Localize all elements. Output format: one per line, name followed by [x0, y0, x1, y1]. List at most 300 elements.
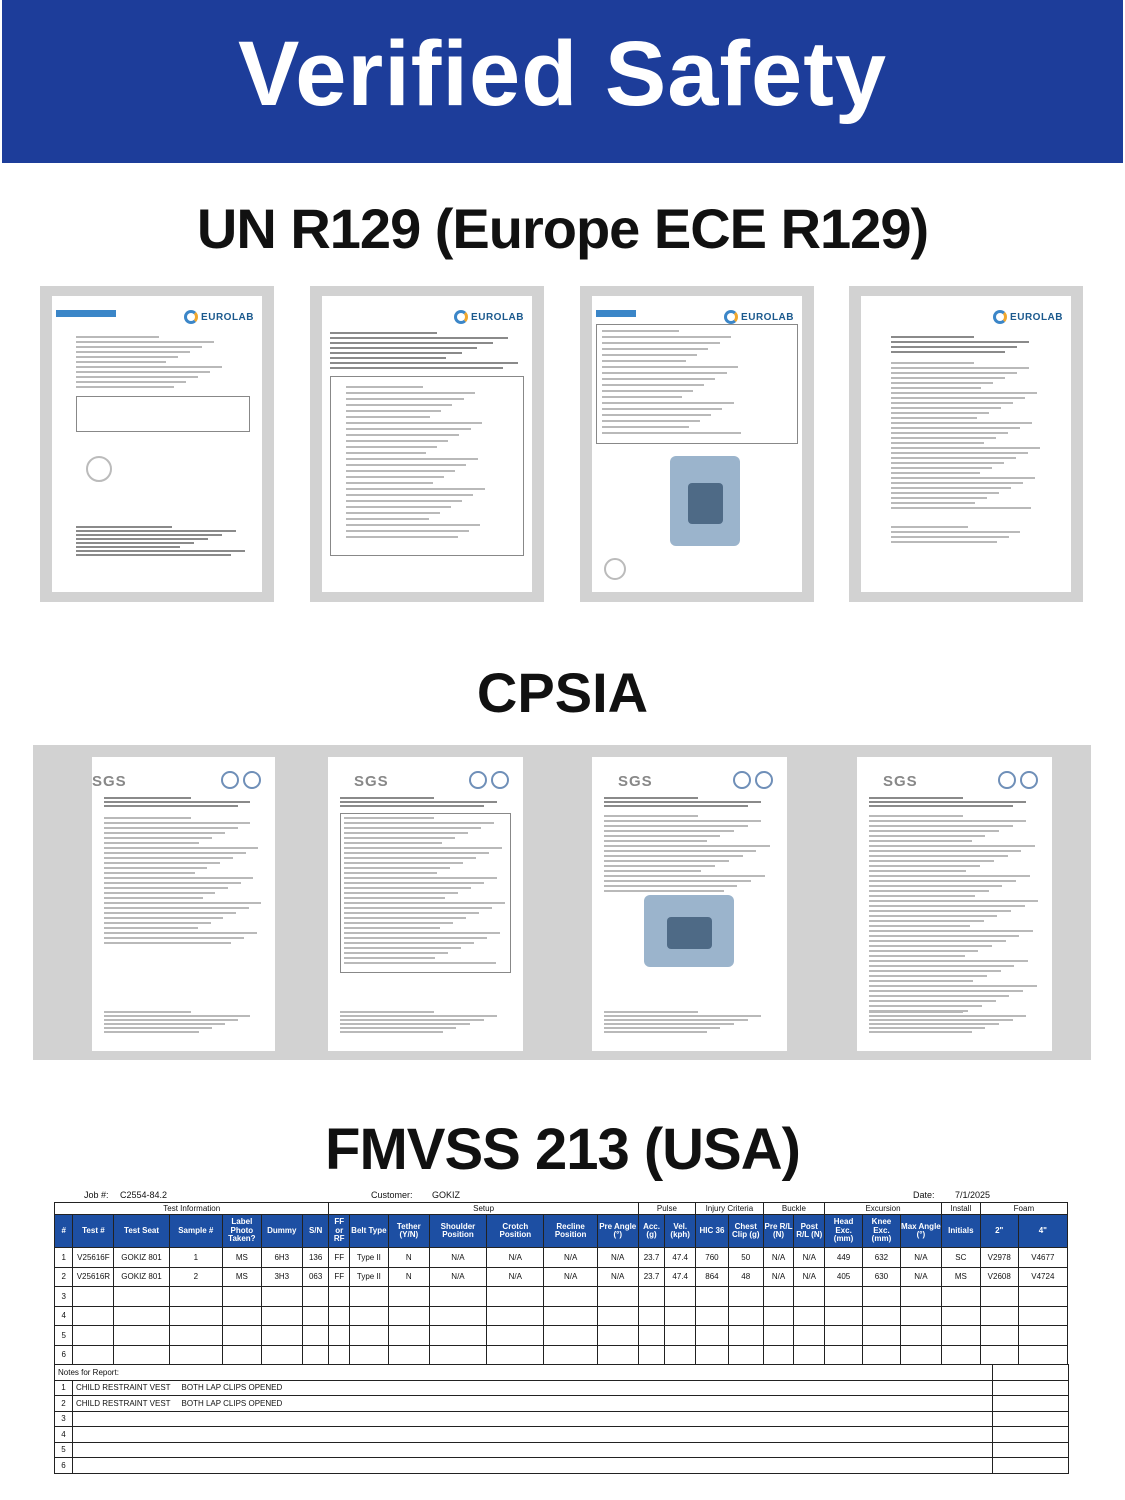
text-line [869, 1011, 963, 1013]
table-cell [638, 1306, 665, 1326]
table-row [55, 1287, 1068, 1307]
group-excursion: Excursion [825, 1203, 942, 1215]
text-line [344, 877, 497, 879]
text-line [340, 1023, 470, 1025]
text-line [604, 1031, 707, 1033]
table-cell: 630 [863, 1267, 901, 1287]
text-line [76, 538, 208, 540]
table-cell: N/A [763, 1267, 794, 1287]
table-cell [349, 1287, 388, 1307]
text-line [869, 801, 1026, 803]
table-cell [728, 1306, 763, 1326]
table-cell: N/A [487, 1267, 544, 1287]
table-cell [429, 1345, 486, 1365]
table-cell [329, 1287, 349, 1307]
accreditation-seals [998, 771, 1038, 789]
text-line [346, 506, 451, 508]
text-line [604, 860, 729, 862]
text-line [104, 1023, 225, 1025]
text-line [891, 432, 1008, 434]
banner-title: Verified Safety [237, 23, 888, 125]
text-line [76, 346, 202, 348]
table-cell [794, 1345, 825, 1365]
eurolab-logo [993, 308, 1063, 326]
text-line [346, 512, 440, 514]
table-cell [114, 1306, 169, 1326]
table-cell: 449 [825, 1248, 863, 1268]
text-line [869, 1005, 982, 1007]
table-cell [222, 1287, 261, 1307]
note-number: 6 [55, 1458, 73, 1474]
text-line [869, 1027, 985, 1029]
text-line [104, 797, 191, 799]
text-line [344, 832, 468, 834]
note-number: 2 [55, 1396, 73, 1412]
table-cell [825, 1326, 863, 1346]
text-line [340, 1031, 443, 1033]
text-line [104, 867, 207, 869]
text-line [604, 890, 724, 892]
table-cell [429, 1287, 486, 1307]
table-cell [941, 1306, 980, 1326]
note-text [73, 1411, 993, 1427]
table-cell [487, 1287, 544, 1307]
text-line [344, 817, 434, 819]
text-line [104, 805, 238, 807]
text-line [869, 1000, 996, 1002]
text-line [602, 330, 679, 332]
job-label: Job #: [84, 1190, 109, 1200]
table-cell: 47.4 [665, 1267, 696, 1287]
table-cell [1018, 1345, 1067, 1365]
table-cell [261, 1306, 302, 1326]
table-cell [863, 1287, 901, 1307]
text-line [869, 865, 980, 867]
text-line [104, 827, 238, 829]
table-cell [794, 1306, 825, 1326]
table-cell: 2 [55, 1267, 73, 1287]
text-line [602, 390, 693, 392]
text-line [346, 422, 482, 424]
table-cell [349, 1326, 388, 1346]
text-line [104, 1031, 199, 1033]
column-header: S/N [302, 1215, 329, 1248]
text-line [891, 437, 996, 439]
text-line [604, 850, 756, 852]
text-line [602, 354, 697, 356]
text-line [330, 352, 462, 354]
text-line [344, 837, 455, 839]
text-line [104, 922, 211, 924]
table-cell [222, 1345, 261, 1365]
column-header: Belt Type [349, 1215, 388, 1248]
table-cell [222, 1326, 261, 1346]
text-line [344, 862, 463, 864]
text-line [869, 805, 1013, 807]
column-header: Crotch Position [487, 1215, 544, 1248]
text-line [104, 887, 228, 889]
text-line [104, 902, 261, 904]
accreditation-seal-icon [1020, 771, 1038, 789]
text-line [604, 1015, 761, 1017]
text-line [344, 897, 445, 899]
text-line [344, 902, 505, 904]
text-line [346, 494, 473, 496]
group-test-information: Test Information [55, 1203, 329, 1215]
text-line [346, 440, 448, 442]
table-cell: N/A [763, 1248, 794, 1268]
table-cell [261, 1326, 302, 1346]
results-table [76, 396, 250, 432]
table-cell: V2608 [980, 1267, 1018, 1287]
table-cell [728, 1345, 763, 1365]
text-line [891, 367, 1029, 369]
text-line [346, 410, 441, 412]
table-cell [169, 1326, 222, 1346]
table-cell: 632 [863, 1248, 901, 1268]
table-cell: N [388, 1267, 429, 1287]
text-line [604, 865, 715, 867]
text-line [340, 1027, 456, 1029]
group-foam: Foam [980, 1203, 1067, 1215]
sgs-logo: SGS [618, 773, 653, 790]
notes-table [54, 1364, 1069, 1474]
text-line [891, 442, 984, 444]
text-line [869, 880, 1016, 882]
text-line [104, 862, 220, 864]
table-cell [487, 1326, 544, 1346]
text-line [346, 446, 437, 448]
table-cell: GOKIZ 801 [114, 1267, 169, 1287]
accreditation-seal-icon [243, 771, 261, 789]
table-cell: 3H3 [261, 1267, 302, 1287]
note-text: CHILD RESTRAINT VEST BOTH LAP CLIPS OPENED [73, 1380, 993, 1396]
table-cell: 760 [696, 1248, 729, 1268]
table-cell [302, 1287, 329, 1307]
sample-photo [644, 895, 734, 967]
text-line [869, 1031, 972, 1033]
table-cell [169, 1287, 222, 1307]
text-line [869, 975, 987, 977]
column-header: Test # [73, 1215, 114, 1248]
table-cell [696, 1326, 729, 1346]
text-line [330, 362, 518, 364]
text-line [602, 336, 731, 338]
text-line [340, 805, 484, 807]
table-cell: N/A [544, 1248, 597, 1268]
table-cell: 23.7 [638, 1248, 665, 1268]
table-cell [900, 1287, 941, 1307]
sgs-certificate-page [328, 757, 523, 1051]
text-line [346, 470, 455, 472]
table-cell [863, 1306, 901, 1326]
table-cell: 1 [169, 1248, 222, 1268]
table-cell: N [388, 1248, 429, 1268]
text-line [76, 550, 245, 552]
text-line [344, 947, 461, 949]
job-value: C2554-84.2 [120, 1190, 168, 1200]
group-install: Install [941, 1203, 980, 1215]
text-line [891, 447, 1040, 449]
note-row [55, 1411, 1069, 1427]
table-cell [114, 1287, 169, 1307]
accreditation-seal-icon [221, 771, 239, 789]
text-line [604, 855, 743, 857]
text-line [344, 857, 476, 859]
text-line [76, 356, 178, 358]
table-cell: N/A [597, 1267, 638, 1287]
text-line [869, 960, 1028, 962]
table-cell: N/A [429, 1248, 486, 1268]
stamp-icon [604, 558, 626, 580]
text-line [869, 797, 963, 799]
text-line [340, 797, 434, 799]
note-text: CHILD RESTRAINT VEST BOTH LAP CLIPS OPENED [73, 1396, 993, 1412]
text-line [104, 1011, 191, 1013]
text-line [340, 1019, 484, 1021]
text-line [869, 925, 970, 927]
text-line [891, 382, 993, 384]
eurolab-certificate-page [592, 296, 802, 592]
table-cell: 3 [55, 1287, 73, 1307]
table-cell [980, 1287, 1018, 1307]
text-line [76, 366, 222, 368]
text-line [344, 917, 466, 919]
text-line [76, 341, 214, 343]
text-line [891, 341, 1029, 343]
text-line [869, 845, 1035, 847]
text-line [891, 497, 987, 499]
accreditation-seal-icon [998, 771, 1016, 789]
table-cell: 6 [55, 1345, 73, 1365]
table-cell [73, 1306, 114, 1326]
table-cell [763, 1326, 794, 1346]
table-cell: N/A [900, 1267, 941, 1287]
text-line [344, 912, 479, 914]
text-line [344, 847, 502, 849]
text-line [604, 885, 737, 887]
text-line [76, 376, 198, 378]
text-line [891, 392, 1037, 394]
text-line [891, 427, 1020, 429]
text-line [869, 950, 978, 952]
text-line [869, 955, 965, 957]
table-cell [980, 1326, 1018, 1346]
column-header: Recline Position [544, 1215, 597, 1248]
table-cell [863, 1326, 901, 1346]
table-cell [665, 1326, 696, 1346]
text-line [869, 940, 1006, 942]
text-line [346, 536, 458, 538]
text-line [602, 432, 741, 434]
text-line [344, 957, 435, 959]
text-line [330, 367, 503, 369]
eurolab-certificate-page [861, 296, 1071, 592]
column-header: Post R/L (N) [794, 1215, 825, 1248]
text-line [104, 832, 225, 834]
text-line [891, 507, 1031, 509]
text-line [104, 801, 250, 803]
table-cell [794, 1287, 825, 1307]
text-line [602, 360, 686, 362]
text-line [344, 937, 487, 939]
text-line [891, 397, 1025, 399]
table-cell: N/A [794, 1267, 825, 1287]
text-line [602, 372, 727, 374]
text-line [891, 477, 1035, 479]
text-line [602, 408, 722, 410]
table-cell [900, 1345, 941, 1365]
text-line [869, 930, 1033, 932]
note-number: 4 [55, 1427, 73, 1443]
text-line [602, 384, 704, 386]
table-cell [763, 1345, 794, 1365]
text-line [104, 907, 249, 909]
column-header: Shoulder Position [429, 1215, 486, 1248]
eurolab-logo-icon [724, 310, 738, 324]
section-title-cpsia: CPSIA [476, 661, 649, 724]
text-line [891, 536, 1009, 538]
text-line [76, 361, 166, 363]
accreditation-seal-icon [491, 771, 509, 789]
text-line [891, 462, 1004, 464]
text-line [602, 348, 708, 350]
text-line [346, 404, 452, 406]
text-line [104, 927, 198, 929]
note-row [55, 1380, 1069, 1396]
text-line [604, 801, 761, 803]
table-cell [597, 1326, 638, 1346]
table-cell: V2978 [980, 1248, 1018, 1268]
table-cell: N/A [597, 1248, 638, 1268]
table-cell [980, 1345, 1018, 1365]
sgs-certificate-page [592, 757, 787, 1051]
table-cell [169, 1345, 222, 1365]
text-line [604, 1027, 720, 1029]
text-line [604, 820, 761, 822]
text-line [76, 542, 194, 544]
table-row [55, 1267, 1068, 1287]
date-value: 7/1/2025 [955, 1190, 991, 1200]
text-line [604, 1019, 748, 1021]
text-line [76, 386, 174, 388]
table-cell [114, 1345, 169, 1365]
table-cell [763, 1306, 794, 1326]
text-line [602, 342, 720, 344]
table-cell [169, 1306, 222, 1326]
text-line [344, 932, 500, 934]
date-label: Date: [913, 1190, 935, 1200]
text-line [344, 867, 450, 869]
table-cell: 864 [696, 1267, 729, 1287]
table-cell: MS [222, 1248, 261, 1268]
table-cell [544, 1287, 597, 1307]
text-line [869, 905, 1025, 907]
text-line [602, 366, 738, 368]
column-header: Sample # [169, 1215, 222, 1248]
text-line [344, 842, 442, 844]
accreditation-seals [469, 771, 509, 789]
text-line [330, 342, 493, 344]
table-cell: 136 [302, 1248, 329, 1268]
text-line [869, 895, 975, 897]
text-line [104, 877, 253, 879]
text-line [346, 392, 475, 394]
column-header: Knee Exc. (mm) [863, 1215, 901, 1248]
column-header: Head Exc. (mm) [825, 1215, 863, 1248]
text-line [869, 970, 1001, 972]
text-line [344, 907, 492, 909]
header-banner [2, 0, 1123, 163]
table-cell [763, 1287, 794, 1307]
table-cell: 48 [728, 1267, 763, 1287]
table-cell [73, 1287, 114, 1307]
text-line [104, 1015, 250, 1017]
table-cell [597, 1306, 638, 1326]
text-line [344, 962, 496, 964]
column-header: Vel. (kph) [665, 1215, 696, 1248]
text-line [346, 428, 471, 430]
table-cell: Type II [349, 1248, 388, 1268]
text-line [346, 518, 429, 520]
table-cell [597, 1287, 638, 1307]
text-line [891, 387, 981, 389]
text-line [869, 885, 1002, 887]
table-cell [825, 1287, 863, 1307]
text-line [104, 937, 244, 939]
text-line [104, 912, 236, 914]
text-line [104, 897, 203, 899]
group-buckle: Buckle [763, 1203, 824, 1215]
text-line [604, 805, 748, 807]
text-line [346, 434, 459, 436]
text-line [344, 872, 437, 874]
table-cell [544, 1306, 597, 1326]
text-line [891, 377, 1005, 379]
eurolab-logo-text: EUROLAB [201, 311, 254, 323]
table-cell [638, 1326, 665, 1346]
text-line [869, 995, 1009, 997]
text-line [344, 927, 440, 929]
text-line [891, 482, 1023, 484]
text-line [604, 870, 701, 872]
text-line [869, 830, 999, 832]
text-line [76, 351, 190, 353]
text-line [604, 815, 698, 817]
table-cell [329, 1306, 349, 1326]
text-line [104, 817, 191, 819]
text-line [344, 922, 453, 924]
table-cell [329, 1326, 349, 1346]
text-line [869, 825, 1013, 827]
text-line [869, 815, 963, 817]
text-line [869, 1015, 1026, 1017]
table-row [55, 1345, 1068, 1365]
table-cell [388, 1326, 429, 1346]
note-row [55, 1427, 1069, 1443]
text-line [604, 835, 720, 837]
text-line [869, 1019, 1013, 1021]
section-title-un-r129: UN R129 (Europe ECE R129) [196, 197, 929, 260]
text-line [869, 840, 972, 842]
column-header: Chest Clip (g) [728, 1215, 763, 1248]
sgs-logo: SGS [354, 773, 389, 790]
table-cell: N/A [544, 1267, 597, 1287]
table-cell [794, 1326, 825, 1346]
table-cell [597, 1345, 638, 1365]
table-cell [544, 1326, 597, 1346]
table-cell: N/A [487, 1248, 544, 1268]
